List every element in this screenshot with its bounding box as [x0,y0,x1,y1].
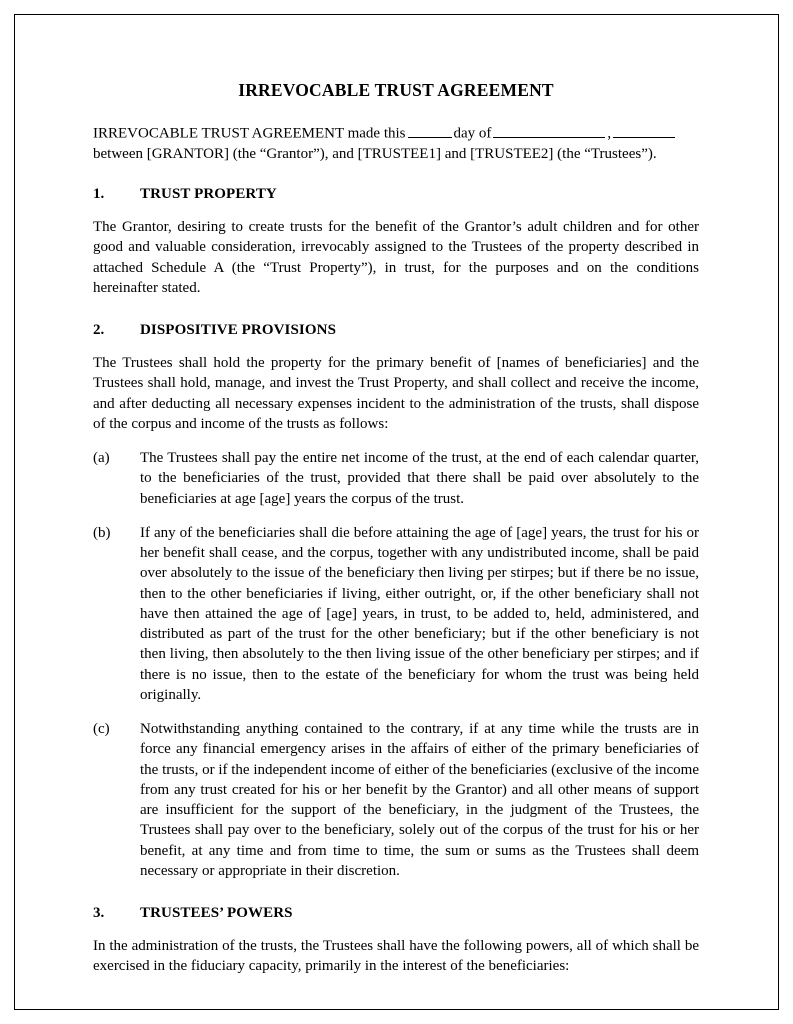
section-number-3: 3. [93,905,105,922]
section-number-2: 2. [93,322,105,339]
preamble-lead: IRREVOCABLE TRUST AGREEMENT made this [93,125,406,142]
preamble-line-2: between [GRANTOR] (the “Grantor”), and [TRUSTEE1] and [TRUSTEE2] (the “Trustees”). [93,145,657,162]
section-title-2: DISPOSITIVE PROVISIONS [140,322,337,339]
section-number-1: 1. [93,186,105,203]
section-heading-2 [93,322,699,339]
section-1-paragraph-1: The Grantor, desiring to create trusts for the benefit of the Grantor’s adult children and for other good and valuable consideration, irrevocably assigned to the Trustees of the property described in attached Schedule A (the “Trust Property”), in trust, for the purposes and on the conditions hereinafter stated. [93,219,699,296]
date-month-blank[interactable] [493,123,605,138]
clause-2a-text: The Trustees shall pay the entire net income of the trust, at the end of each calendar quarter, to the beneficiaries of the trust, provided that there shall be paid over absolutely to the beneficiaries at age [age] years the corpus of the trust. [140,450,699,507]
clause-2c [93,719,699,881]
clause-2b-text: If any of the beneficiaries shall die before attaining the age of [age] years, the trust for his or her benefit shall cease, and the corpus, together with any undistributed income, shall be paid over absolutely to the issue of the beneficiary then living per stirpes; but if there be no issue, then to the other beneficiaries if living, either outright, or, if the other beneficiary shall not have then attained the age of [age] years, in trust, to be added to, held, administered, and distributed as part of the trust for the other beneficiary; but if the other beneficiary is not then living, then absolutely to the then living issue of the other beneficiary per stirpes; and if there is no issue, then to the estate of the beneficiary for whom the trust was being held originally. [140,524,699,703]
document-content [93,80,699,991]
clause-2a [93,448,699,509]
preamble-comma: , [607,125,612,142]
section-2-paragraph-1: The Trustees shall hold the property for the primary benefit of [names of beneficiaries] and the Trustees shall hold, manage, and invest the Trust Property, and shall collect and receive the income, and after deducting all necessary expenses incident to the administration of the trusts, shall dispose of the corpus and income of the trusts as follows: [93,355,699,432]
section-title-1: TRUST PROPERTY [140,186,277,203]
clause-2a-label: (a) [93,450,110,467]
clause-2c-label: (c) [93,721,110,738]
clause-2b-label: (b) [93,524,111,541]
clause-2b [93,523,699,705]
date-year-blank[interactable] [613,123,675,138]
section-3-paragraph-1: In the administration of the trusts, the Trustees shall have the following powers, all of which shall be exercised in the fiduciary capacity, primarily in the interest of the beneficiaries: [93,938,699,975]
section-heading-1 [93,186,699,203]
date-day-blank[interactable] [408,123,452,138]
preamble-mid1: day of [453,125,492,142]
section-title-3: TRUSTEES’ POWERS [140,905,293,922]
clause-2c-text: Notwithstanding anything contained to the contrary, if at any time while the trusts are in force any financial emergency arises in the affairs of either of the primary beneficiaries of the trusts, or if the independent income of either of the beneficiaries (exclusive of the income from any trust created for his or her benefit by the Grantor) and all other means of support are insufficient for the support of the beneficiary, in the judgment of the Trustees, the Trustees shall pay over to the beneficiary, solely out of the corpus of the trust for his or her benefit, at any time and from time to time, the sum or sums as the Trustees shall deem necessary or appropriate in their discretion. [140,721,699,879]
page-title: IRREVOCABLE TRUST AGREEMENT [238,80,554,100]
section-heading-3 [93,905,699,922]
preamble-paragraph [93,123,699,164]
